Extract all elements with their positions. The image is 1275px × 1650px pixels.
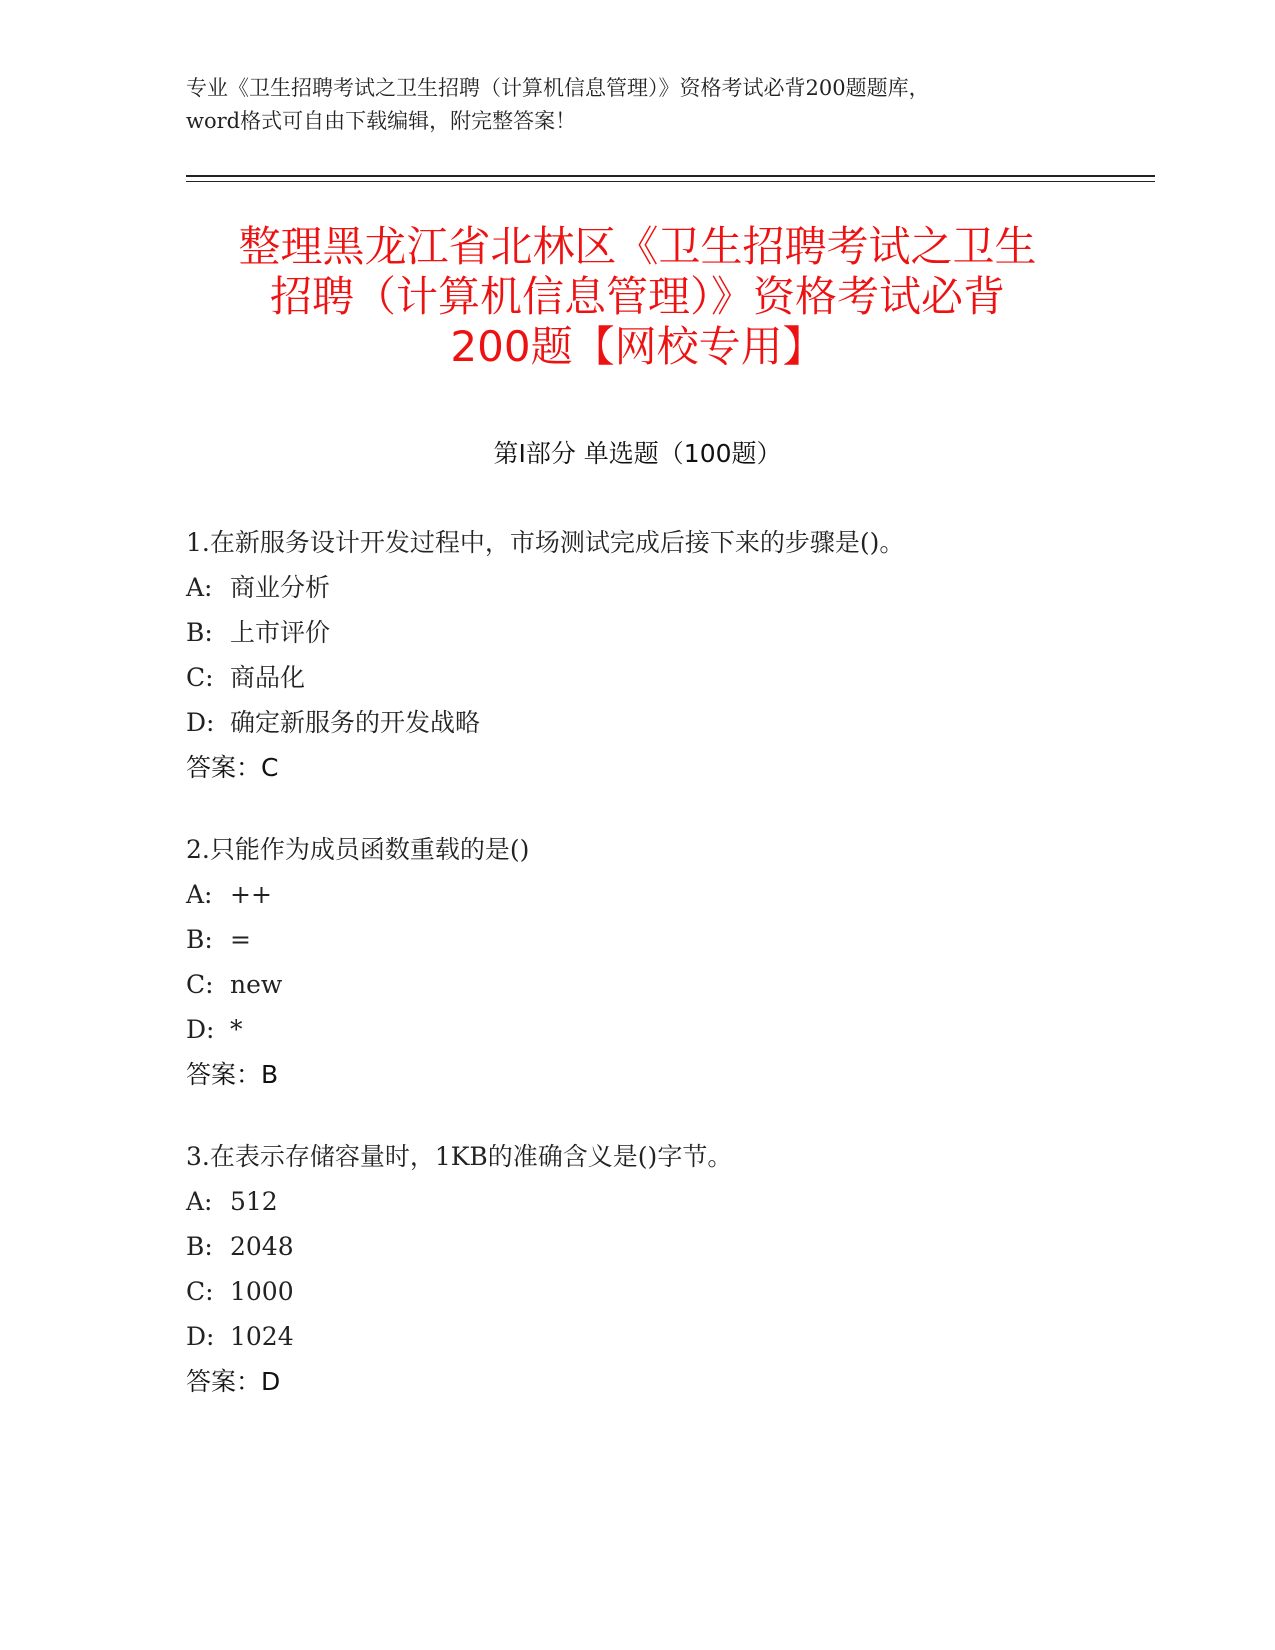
option-b — [186, 610, 1146, 655]
option-text: 商业分析 — [230, 573, 331, 602]
option-letter: A: — [186, 573, 213, 602]
option-d — [186, 1007, 1146, 1052]
question-stem: 2.只能作为成员函数重载的是() — [186, 835, 530, 864]
option-a — [186, 1179, 1146, 1224]
header-rule-thin — [186, 181, 1155, 182]
option-letter: D: — [186, 1015, 215, 1044]
option-c — [186, 655, 1146, 700]
option-text: = — [230, 925, 251, 954]
option-text: 上市评价 — [230, 618, 331, 647]
option-b — [186, 917, 1146, 962]
option-text: 1000 — [230, 1277, 294, 1306]
answer-line: 答案：D — [186, 1367, 281, 1396]
option-letter: D: — [186, 1322, 215, 1351]
option-text: 确定新服务的开发战略 — [230, 708, 481, 737]
question-stem: 3.在表示存储容量时，1KB的准确含义是()字节。 — [186, 1142, 733, 1171]
header-note — [186, 72, 1086, 138]
header-rule-thick — [186, 175, 1155, 177]
option-c — [186, 962, 1146, 1007]
option-letter: C: — [186, 663, 214, 692]
section-title: 第Ⅰ部分 单选题（100题） — [493, 439, 782, 468]
option-text: 2048 — [230, 1232, 294, 1261]
option-letter: C: — [186, 970, 214, 999]
title-line-2: 招聘（计算机信息管理）》资格考试必背 — [269, 272, 1005, 321]
option-text: * — [230, 1015, 243, 1044]
option-d — [186, 700, 1146, 745]
title-line-3: 200题【网校专用】 — [450, 322, 825, 371]
option-text: ++ — [230, 880, 272, 909]
option-letter: D: — [186, 708, 215, 737]
option-text: 1024 — [230, 1322, 294, 1351]
document-title — [150, 222, 1125, 372]
option-letter: B: — [186, 1232, 213, 1261]
header-note-line-2: word格式可自由下载编辑，附完整答案！ — [186, 109, 577, 133]
option-b — [186, 1224, 1146, 1269]
question-1 — [186, 520, 1146, 790]
answer-line: 答案：B — [186, 1060, 279, 1089]
option-text: 512 — [230, 1187, 278, 1216]
option-c — [186, 1269, 1146, 1314]
option-letter: B: — [186, 618, 213, 647]
option-a — [186, 872, 1146, 917]
question-2 — [186, 827, 1146, 1097]
title-line-1: 整理黑龙江省北林区《卫生招聘考试之卫生 — [238, 222, 1037, 271]
option-letter: A: — [186, 1187, 213, 1216]
header-note-line-1: 专业《卫生招聘考试之卫生招聘（计算机信息管理）》资格考试必背200题题库， — [186, 76, 930, 100]
option-letter: C: — [186, 1277, 214, 1306]
question-stem: 1.在新服务设计开发过程中，市场测试完成后接下来的步骤是()。 — [186, 528, 905, 557]
option-a — [186, 565, 1146, 610]
option-d — [186, 1314, 1146, 1359]
option-text: 商品化 — [230, 663, 306, 692]
option-letter: A: — [186, 880, 213, 909]
answer-line: 答案：C — [186, 753, 279, 782]
question-3 — [186, 1134, 1146, 1404]
option-text: new — [230, 970, 283, 999]
option-letter: B: — [186, 925, 213, 954]
